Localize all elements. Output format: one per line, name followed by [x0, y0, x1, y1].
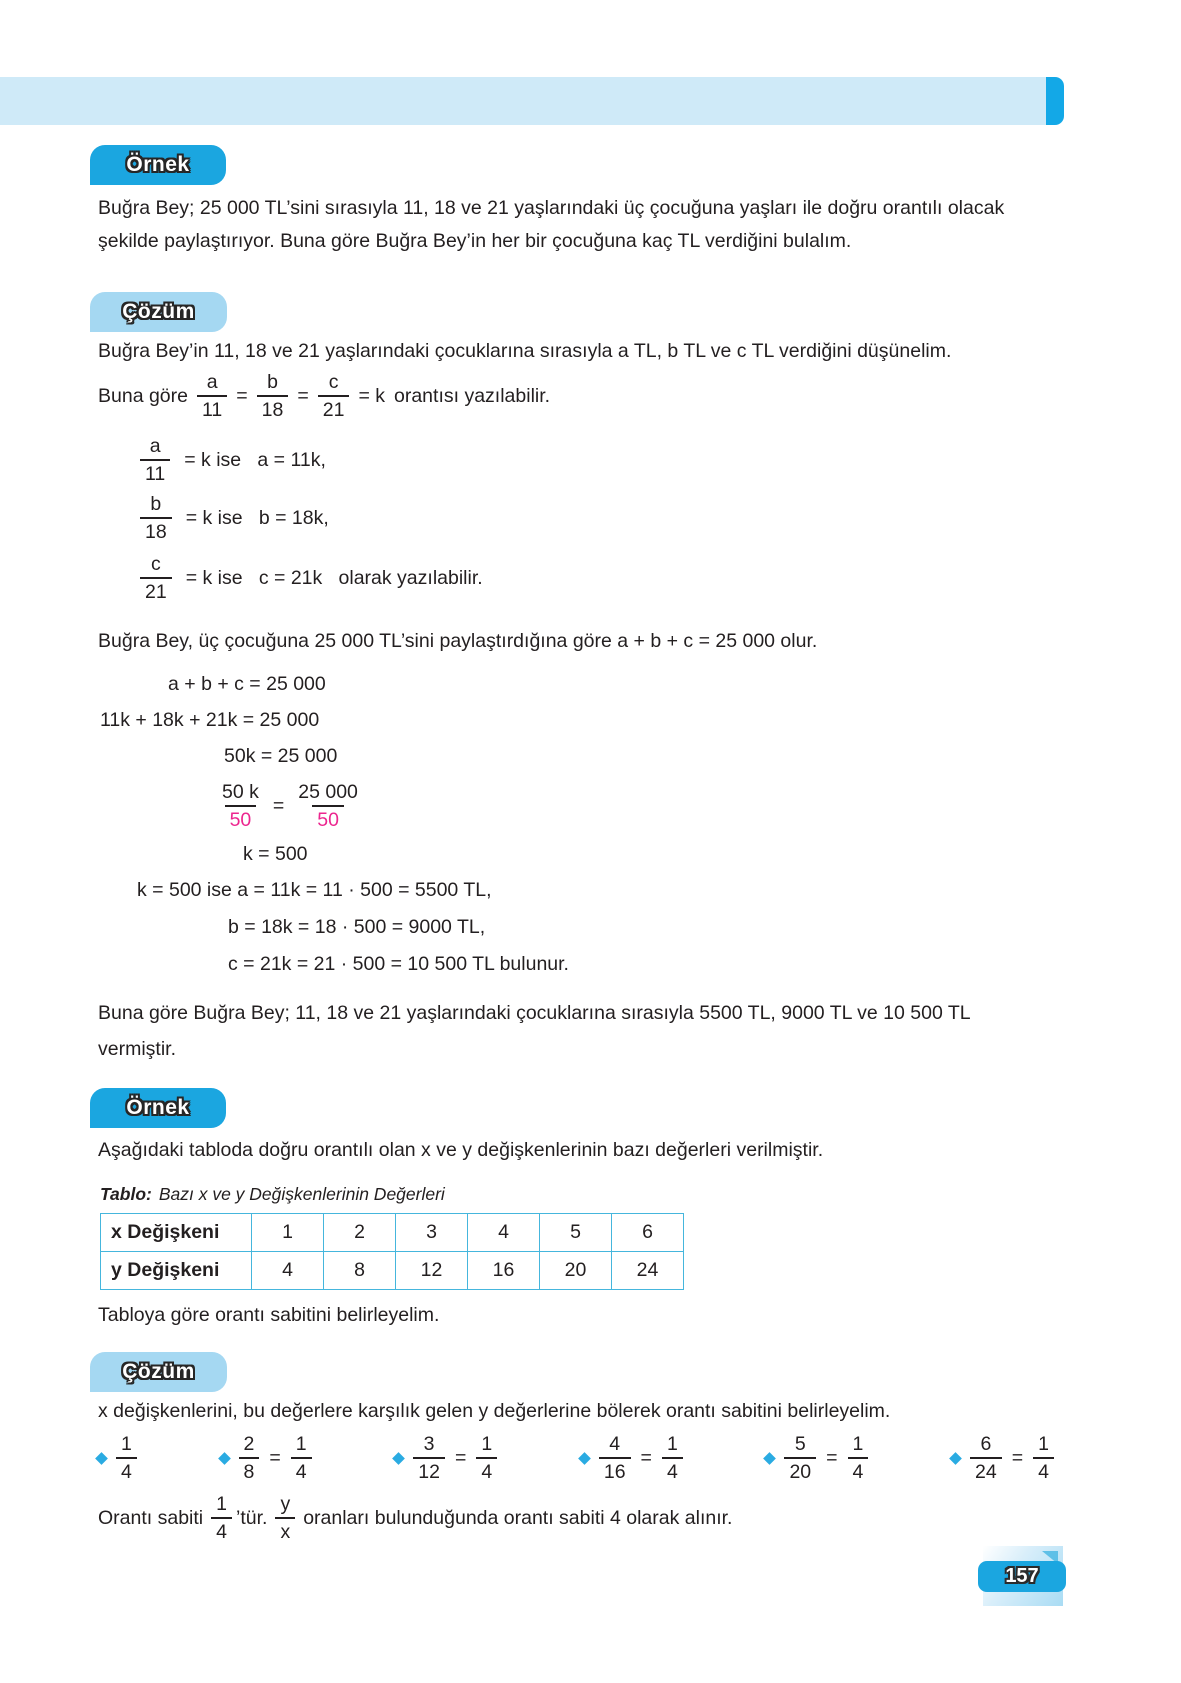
ratio-list — [97, 1434, 1054, 1483]
fraction-50k-over-50 — [217, 782, 264, 831]
equals-sign: = — [272, 794, 285, 817]
fraction-denominator: 20 — [784, 1457, 816, 1482]
proportion-prefix: Buna göre — [98, 384, 188, 407]
derivation-row-a — [140, 436, 326, 485]
x-value-cell: 5 — [540, 1214, 612, 1252]
fraction-numerator: 1 — [852, 1433, 864, 1455]
table-row-y — [101, 1252, 684, 1290]
fraction-denominator: 4 — [848, 1457, 869, 1482]
equals-sign: = — [236, 384, 248, 407]
ratio-item-2 — [220, 1434, 312, 1483]
example-2-text: Aşağıdaki tabloda doğru orantılı olan x ve y değişkenlerinin bazı değerleri verilmiştir. — [98, 1139, 824, 1161]
fraction-2-over-8 — [239, 1434, 260, 1483]
fraction-c-over-21 — [140, 554, 172, 603]
diamond-bullet-icon — [95, 1452, 108, 1465]
fraction-1-over-4 — [116, 1434, 137, 1483]
fraction-denominator: 21 — [318, 395, 350, 420]
solution-1-intro: Buğra Bey’in 11, 18 ve 21 yaşlarındaki çocuklarına sırasıyla a TL, b TL ve c TL verdiğini düşünelim. — [98, 340, 952, 362]
fraction-numerator: b — [267, 371, 278, 393]
fraction-denominator: 11 — [140, 459, 170, 484]
x-value-cell: 3 — [396, 1214, 468, 1252]
ratio-item-5 — [765, 1434, 868, 1483]
equals-sign: = — [1011, 1446, 1024, 1469]
equation-k-500: k = 500 — [243, 843, 308, 865]
fraction-numerator: 1 — [216, 1493, 227, 1515]
fraction-denominator-pink: 50 — [312, 805, 344, 830]
row-header-y: y Değişkeni — [101, 1252, 252, 1290]
fraction-numerator: 1 — [1038, 1433, 1049, 1455]
derivation-text: = k ise c = 21k olarak yazılabilir. — [185, 566, 483, 589]
fraction-numerator: 2 — [243, 1433, 255, 1455]
fraction-numerator: 1 — [666, 1433, 678, 1455]
fraction-numerator: 1 — [121, 1433, 132, 1455]
y-value-cell: 16 — [468, 1252, 540, 1290]
header-band-cap — [1046, 77, 1064, 125]
result-a: k = 500 ise a = 11k = 11 · 500 = 5500 TL, — [137, 879, 492, 901]
fraction-numerator: c — [328, 371, 339, 393]
fraction-numerator: y — [280, 1493, 291, 1515]
proportion-equation-row — [98, 372, 550, 421]
final-statement — [98, 1494, 732, 1543]
fraction-a-over-11 — [140, 436, 170, 485]
y-value-cell: 24 — [612, 1252, 684, 1290]
fraction-b-over-18 — [257, 372, 289, 421]
x-value-cell: 4 — [468, 1214, 540, 1252]
fraction-5-over-20 — [784, 1434, 816, 1483]
example-1-badge: Örnek — [90, 145, 226, 185]
fraction-1-over-4 — [291, 1434, 312, 1483]
y-value-cell: 8 — [324, 1252, 396, 1290]
fraction-numerator: 6 — [980, 1433, 992, 1455]
fraction-denominator: 18 — [140, 517, 172, 542]
x-value-cell: 2 — [324, 1214, 396, 1252]
fraction-denominator: 21 — [140, 577, 172, 602]
fraction-c-over-21 — [318, 372, 350, 421]
y-value-cell: 20 — [540, 1252, 612, 1290]
fraction-1-over-4 — [848, 1434, 869, 1483]
fraction-a-over-11 — [197, 372, 227, 421]
fraction-denominator: 4 — [1033, 1457, 1054, 1482]
fraction-denominator: 12 — [413, 1457, 445, 1482]
final-suffix: oranları bulunduğunda orantı sabiti 4 olarak alınır. — [303, 1506, 733, 1529]
final-prefix: Orantı sabiti — [98, 1506, 204, 1529]
ratio-item-1 — [97, 1434, 137, 1483]
fraction-b-over-18 — [140, 494, 172, 543]
equals-k: = k — [358, 384, 385, 407]
fraction-numerator: c — [150, 553, 161, 575]
fraction-4-over-16 — [599, 1434, 631, 1483]
equation-expanded: 11k + 18k + 21k = 25 000 — [100, 709, 320, 731]
solution-1-conclusion — [98, 995, 971, 1067]
equals-sign: = — [454, 1446, 467, 1469]
fraction-denominator: 18 — [257, 395, 289, 420]
conclusion-line-1: Buna göre Buğra Bey; 11, 18 ve 21 yaşlarındaki çocuklarına sırasıyla 5500 TL, 9000 TL ve 10 500 TL — [98, 1002, 971, 1024]
result-b: b = 18k = 18 · 500 = 9000 TL, — [228, 916, 486, 938]
fraction-6-over-24 — [970, 1434, 1002, 1483]
x-value-cell: 6 — [612, 1214, 684, 1252]
fraction-numerator: 1 — [481, 1433, 493, 1455]
fraction-numerator: 4 — [609, 1433, 621, 1455]
derivation-row-c — [140, 554, 483, 603]
equals-sign: = — [297, 384, 309, 407]
fraction-25000-over-50 — [293, 782, 363, 831]
equals-sign: = — [826, 1446, 838, 1469]
fraction-denominator: x — [275, 1517, 295, 1542]
fraction-denominator: 11 — [197, 395, 227, 420]
derivation-text: = k ise a = 11k, — [184, 448, 326, 471]
fraction-numerator: a — [206, 371, 218, 393]
fraction-numerator: b — [150, 493, 162, 515]
fraction-1-over-4 — [1033, 1434, 1054, 1483]
ratio-item-4 — [580, 1434, 683, 1483]
fraction-denominator: 4 — [476, 1457, 497, 1482]
diamond-bullet-icon — [218, 1452, 231, 1465]
fraction-numerator: 1 — [295, 1433, 307, 1455]
table-note: Tabloya göre orantı sabitini belirleyelim. — [98, 1304, 440, 1326]
solution-2-intro: x değişkenlerini, bu değerlere karşılık gelen y değerlerine bölerek orantı sabitini belirleyelim. — [98, 1400, 891, 1422]
ratio-item-3 — [394, 1434, 497, 1483]
table-caption-text: Bazı x ve y Değişkenlerinin Değerleri — [158, 1184, 445, 1204]
page-number: 157 — [978, 1561, 1066, 1592]
fraction-1-over-4 — [211, 1494, 232, 1543]
example-2-badge: Örnek — [90, 1088, 226, 1128]
page-number-badge — [978, 1546, 1070, 1606]
fraction-denominator: 4 — [116, 1457, 137, 1482]
equation-50k: 50k = 25 000 — [224, 745, 338, 767]
ratio-item-6 — [951, 1434, 1054, 1483]
fraction-y-over-x — [275, 1494, 295, 1543]
table-caption — [100, 1184, 445, 1205]
fraction-denominator: 24 — [970, 1457, 1002, 1482]
diamond-bullet-icon — [578, 1452, 591, 1465]
fraction-numerator: 25 000 — [298, 781, 358, 803]
diamond-bullet-icon — [949, 1452, 962, 1465]
final-mid-text: ’tür. — [236, 1506, 268, 1529]
diamond-bullet-icon — [392, 1452, 405, 1465]
example-1-line-2: şekilde paylaştırıyor. Buna göre Buğra Bey’in her bir çocuğuna kaç TL verdiğini bulalım. — [98, 230, 852, 252]
table-row-x — [101, 1214, 684, 1252]
division-equation — [217, 782, 363, 831]
fraction-1-over-4 — [662, 1434, 683, 1483]
x-value-cell: 1 — [252, 1214, 324, 1252]
fraction-denominator: 16 — [599, 1457, 631, 1482]
row-header-x: x Değişkeni — [101, 1214, 252, 1252]
diamond-bullet-icon — [764, 1452, 777, 1465]
fraction-denominator: 8 — [239, 1457, 260, 1482]
fraction-denominator: 4 — [662, 1457, 683, 1482]
equals-sign: = — [640, 1446, 652, 1469]
header-band — [0, 77, 1046, 125]
table-caption-label: Tablo: — [100, 1184, 152, 1204]
y-value-cell: 4 — [252, 1252, 324, 1290]
fraction-numerator: 50 k — [222, 781, 259, 803]
fraction-denominator: 4 — [211, 1517, 232, 1542]
fraction-denominator-pink: 50 — [225, 805, 257, 830]
solution-1-badge: Çözüm — [90, 292, 227, 332]
conclusion-line-2: vermiştir. — [98, 1038, 176, 1060]
equation-sum: a + b + c = 25 000 — [168, 673, 326, 695]
example-1-line-1: Buğra Bey; 25 000 TL’sini sırasıyla 11, 18 ve 21 yaşlarındaki üç çocuğuna yaşları ile doğru orantılı olacak — [98, 197, 1005, 219]
derivation-text: = k ise b = 18k, — [185, 506, 329, 529]
fraction-1-over-4 — [476, 1434, 497, 1483]
y-value-cell: 12 — [396, 1252, 468, 1290]
fraction-numerator: a — [149, 435, 161, 457]
fraction-3-over-12 — [413, 1434, 445, 1483]
derivation-row-b — [140, 494, 329, 543]
solution-2-badge: Çözüm — [90, 1352, 227, 1392]
proportion-suffix: orantısı yazılabilir. — [394, 384, 551, 407]
fraction-numerator: 3 — [423, 1433, 435, 1455]
fraction-numerator: 5 — [794, 1433, 806, 1455]
sum-statement: Buğra Bey, üç çocuğuna 25 000 TL’sini paylaştırdığına göre a + b + c = 25 000 olur. — [98, 630, 818, 652]
xy-values-table — [100, 1213, 684, 1290]
fraction-denominator: 4 — [291, 1457, 312, 1482]
result-c: c = 21k = 21 · 500 = 10 500 TL bulunur. — [228, 953, 569, 975]
equals-sign: = — [269, 1446, 281, 1469]
example-1-text — [98, 192, 1004, 258]
